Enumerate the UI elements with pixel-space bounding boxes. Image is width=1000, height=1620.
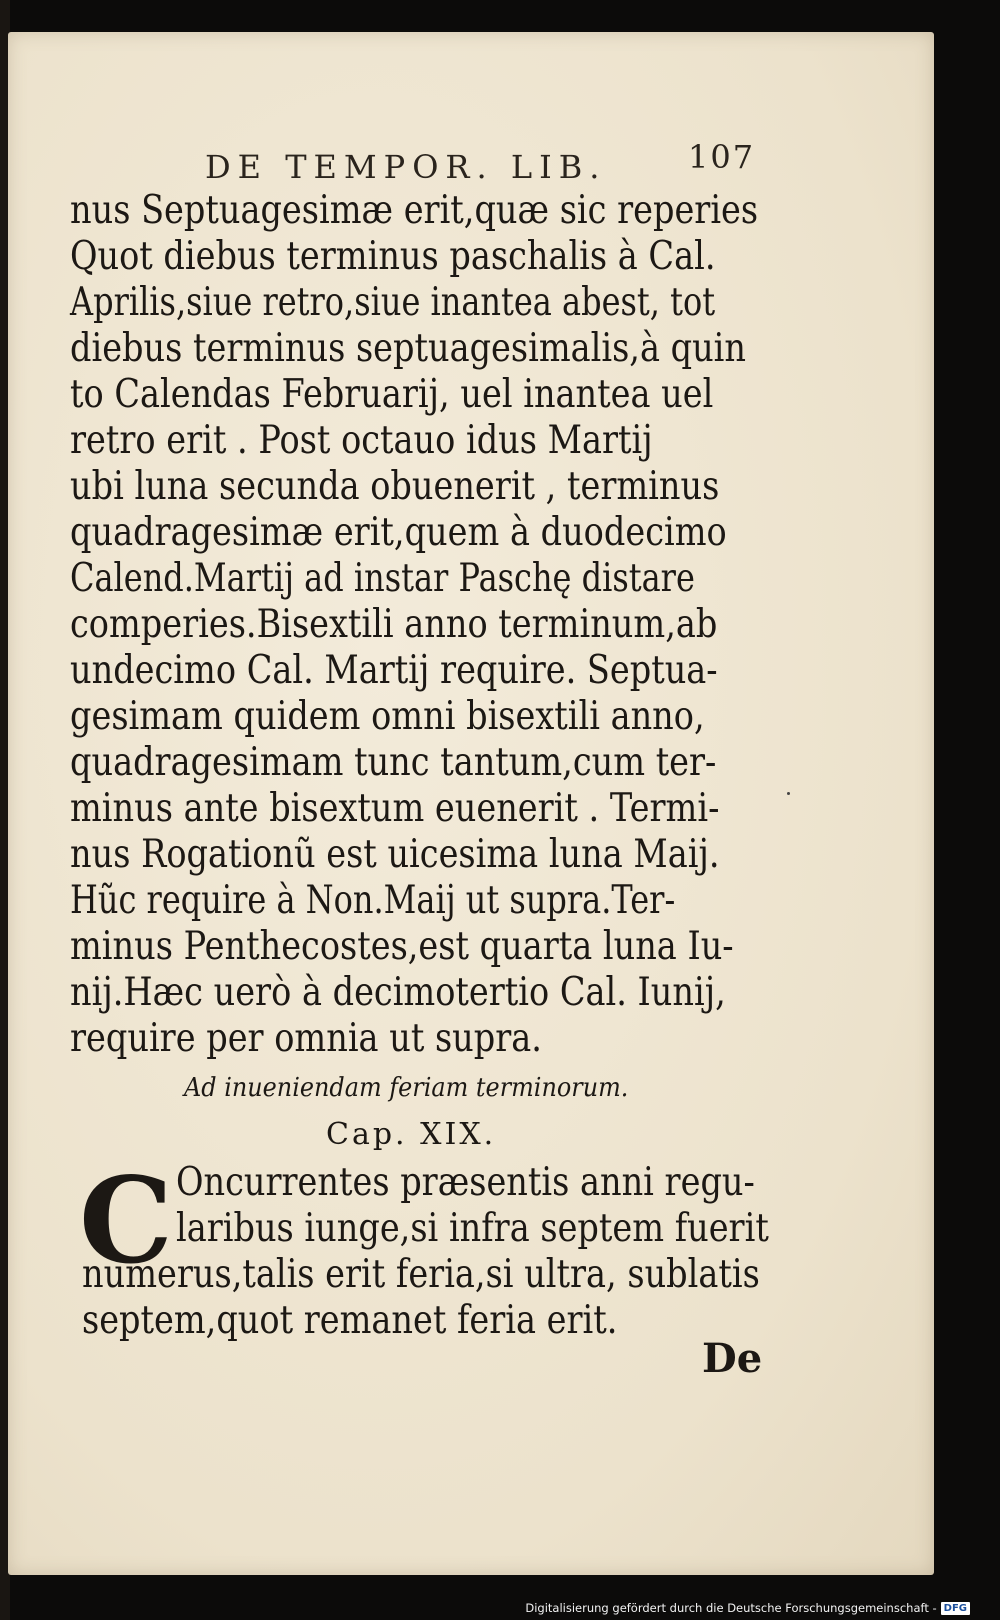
text-line: minus Penthecostes,est quarta luna Iu- [70,924,734,969]
text-line: laribus iunge,si infra septem fuerit [176,1206,769,1251]
text-line: comperies.Bisextili anno terminum,ab [70,602,718,647]
credit-text: Digitalisierung gefördert durch die Deutsche Forschungsgemeinschaft - [525,1601,937,1615]
chapter-number: Cap. XIX. [326,1117,497,1152]
running-head: DE TEMPOR. LIB. [205,148,607,186]
text-line: quadragesimæ erit,quem à duodecimo [70,510,727,555]
text-line: minus ante bisextum euenerit . Termi- [70,786,720,831]
text-line: Calend.Martij ad instar Paschę distare [70,556,695,601]
catchword: De [702,1335,763,1382]
text-line: to Calendas Februarij, uel inantea uel [70,372,714,417]
text-line: septem,quot remanet feria erit. [82,1298,618,1343]
text-line: ubi luna secunda obuenerit , terminus [70,464,720,509]
text-line: undecimo Cal. Martij require. Septua- [70,648,718,693]
text-line: nus Rogationũ est uicesima luna Maij. [70,832,720,877]
chapter-indented-text [176,1160,865,1252]
drop-cap: C [79,1151,173,1290]
text-line: nus Septuagesimæ erit,quæ sic reperies [70,188,759,233]
dfg-logo-icon: DFG [941,1602,970,1615]
text-line: diebus terminus septuagesimalis,à quin [70,326,747,371]
chapter-text [82,1252,870,1344]
digitization-credit [525,1598,970,1618]
text-line: retro erit . Post octauo idus Martij [70,418,653,463]
page-number: 107 [688,138,756,176]
ink-speck [787,792,790,795]
text-line: Oncurrentes præsentis anni regu- [176,1160,755,1205]
text-line: nij.Hæc uerò à decimotertio Cal. Iunij, [70,970,726,1015]
body-text [70,188,770,1062]
text-line: Hũc require à Non.Maij ut supra.Ter- [70,878,676,923]
text-line: quadragesimam tunc tantum,cum ter- [70,740,717,785]
text-line: require per omnia ut supra. [70,1016,542,1061]
text-line: gesimam quidem omni bisextili anno, [70,694,705,739]
chapter-heading: Ad inueniendam feriam terminorum. [184,1073,629,1103]
text-line: Quot diebus terminus paschalis à Cal. [70,234,716,279]
text-line: numerus,talis erit feria,si ultra, sublatis [82,1252,760,1297]
text-line: Aprilis,siue retro,siue inantea abest, tot [70,280,716,325]
